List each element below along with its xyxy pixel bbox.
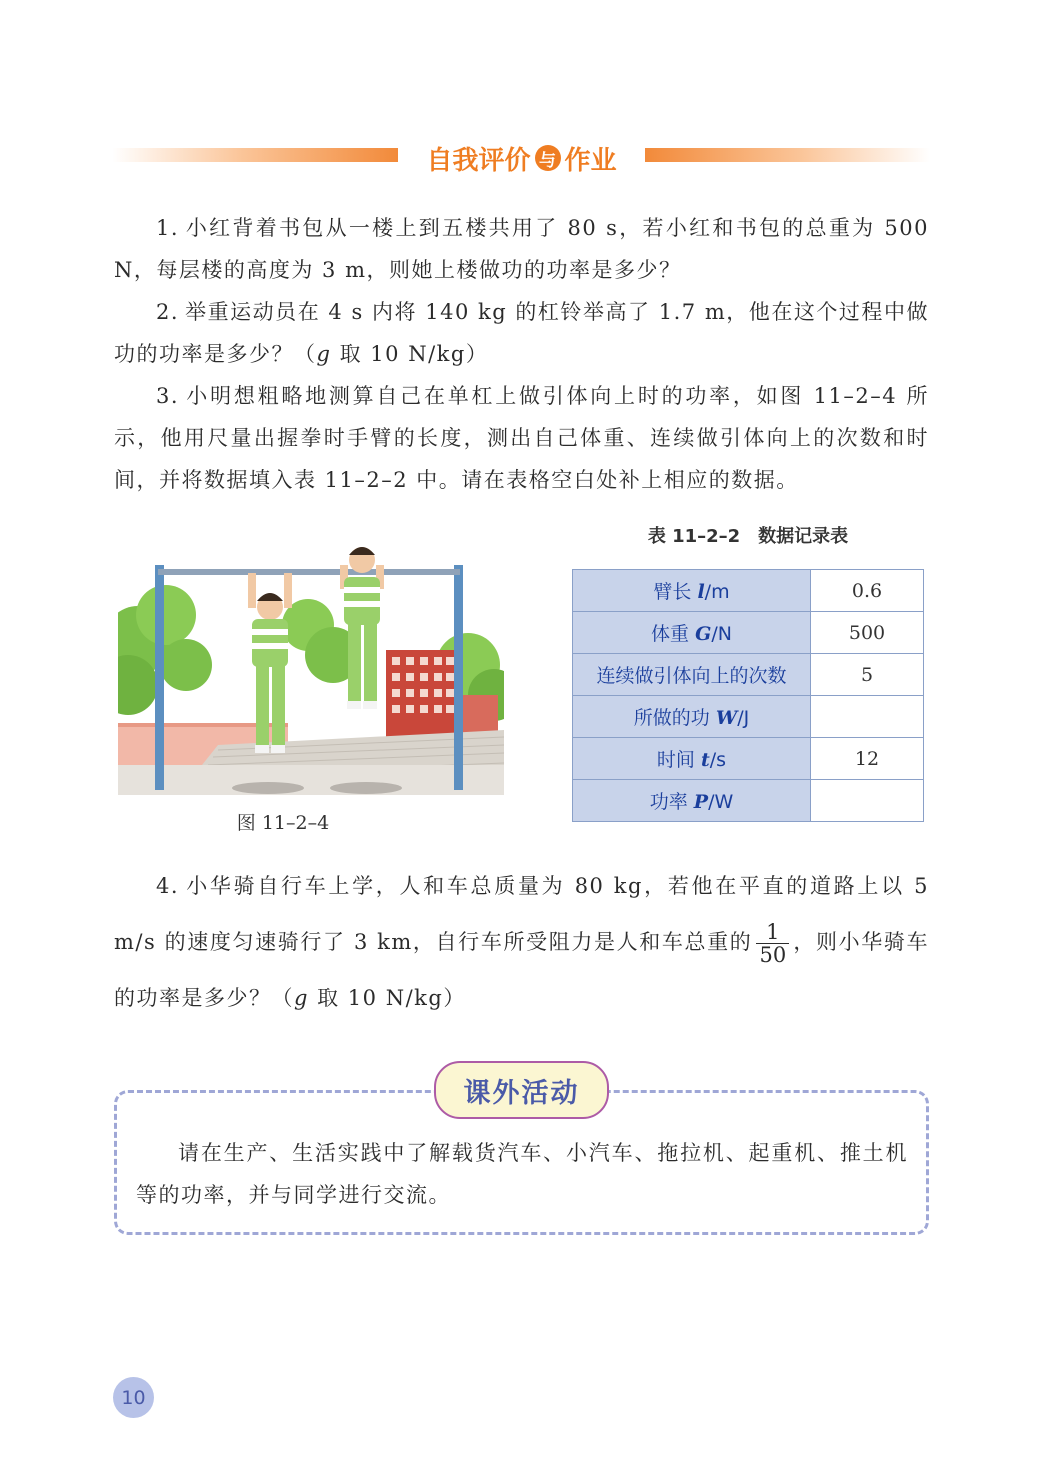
symbol-g: g [316, 342, 332, 366]
question-text-b: 取 10 N/kg） [331, 342, 489, 366]
question-number: 3. [156, 384, 180, 408]
table-label: 体重 G/N [573, 612, 811, 654]
table-value: 500 [811, 612, 924, 654]
table-row [573, 696, 924, 738]
question-number: 2. [156, 300, 180, 324]
table-label: 臂长 l/m [573, 570, 811, 612]
table-value: 5 [811, 654, 924, 696]
table-label: 时间 t/s [573, 738, 811, 780]
section-title-part1: 自我评价 [426, 145, 531, 176]
question-text-b: ，则小华骑车的功率是多少？（ [114, 930, 929, 1010]
activity-title: 课外活动 [434, 1061, 609, 1119]
table-row [573, 654, 924, 696]
question-number: 4. [156, 874, 180, 898]
section-title-badge: 与 [535, 145, 561, 171]
question-text: 小红背着书包从一楼上到五楼共用了 80 s，若小红和书包的总重为 500 N，每层楼的高度为 3 m，则她上楼做功的功率是多少？ [114, 216, 929, 282]
question-text-a: 举重运动员在 4 s 内将 140 kg 的杠铃举高了 1.7 m，他在这个过程中做功的功率是多少？（ [114, 300, 929, 366]
question-2 [114, 291, 929, 375]
table-row [573, 738, 924, 780]
header-rule-right [645, 148, 930, 162]
header-rule-left [112, 148, 398, 162]
section-title [398, 138, 645, 178]
activity-text: 请在生产、生活实践中了解载货汽车、小汽车、拖拉机、起重机、推土机等的功率，并与同学进行交流。 [136, 1141, 908, 1207]
table-row [573, 780, 924, 822]
fraction-numerator: 1 [756, 921, 789, 944]
table-label: 功率 P/W [573, 780, 811, 822]
question-number: 1. [156, 216, 180, 240]
table-label: 所做的功 W/J [573, 696, 811, 738]
page-number: 10 [113, 1377, 154, 1418]
table-row [573, 612, 924, 654]
table-label: 连续做引体向上的次数 [573, 654, 811, 696]
section-title-part2: 作业 [564, 145, 617, 176]
question-1 [114, 207, 929, 291]
table-row [573, 570, 924, 612]
symbol-g: g [294, 986, 309, 1010]
question-text-a: 小华骑自行车上学，人和车总质量为 80 kg，若他在平直的道路上以 5 m/s 的速度匀速骑行了 3 km，自行车所受阻力是人和车总重的 [114, 874, 929, 954]
pull-up-illustration [118, 545, 504, 795]
figure-caption: 图 11–2–4 [236, 812, 330, 834]
data-record-table [572, 569, 924, 822]
table-value-blank[interactable] [811, 696, 924, 738]
table-value: 0.6 [811, 570, 924, 612]
fraction-1-50 [756, 921, 789, 966]
table-value: 12 [811, 738, 924, 780]
table-value-blank[interactable] [811, 780, 924, 822]
question-text-c: 取 10 N/kg） [308, 986, 466, 1010]
question-text: 小明想粗略地测算自己在单杠上做引体向上时的功率，如图 11–2–4 所示，他用尺量出握拳时手臂的长度，测出自己体重、连续做引体向上的次数和时间，并将数据填入表 11–2–2 中。请在表格空白处补上相应的数据。 [114, 384, 929, 492]
question-4 [114, 858, 929, 1026]
fraction-denominator: 50 [759, 943, 787, 967]
table-title: 表 11–2–2 数据记录表 [647, 526, 849, 547]
question-3 [114, 375, 929, 501]
